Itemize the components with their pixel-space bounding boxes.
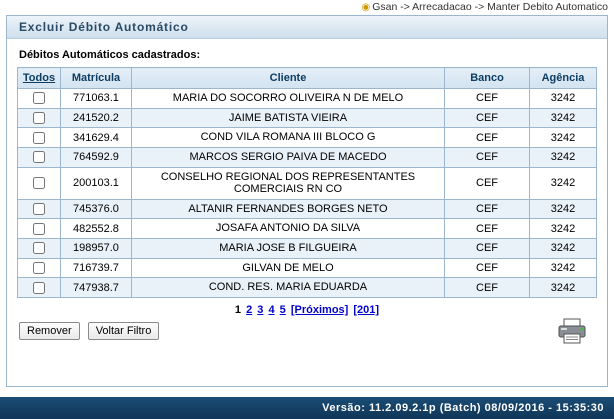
printer-icon[interactable] xyxy=(555,316,589,346)
cell-agencia: 3242 xyxy=(530,147,597,167)
pagination-page-3[interactable]: 3 xyxy=(257,304,264,317)
remove-button[interactable]: Remover xyxy=(19,322,80,340)
pagination-page-1: 1 xyxy=(234,304,242,317)
table-header-row xyxy=(18,68,597,89)
cell-matricula: 745376.0 xyxy=(61,199,132,219)
table-row xyxy=(18,108,597,128)
row-checkbox-cell xyxy=(18,239,61,259)
cell-banco: CEF xyxy=(445,128,530,148)
table-body xyxy=(18,89,597,298)
cell-agencia: 3242 xyxy=(530,167,597,199)
table-row xyxy=(18,219,597,239)
cell-matricula: 241520.2 xyxy=(61,108,132,128)
cliente-header: Cliente xyxy=(132,68,445,89)
table-row xyxy=(18,278,597,298)
cell-banco: CEF xyxy=(445,147,530,167)
pagination-page-4[interactable]: 4 xyxy=(268,304,275,317)
table-row xyxy=(18,89,597,109)
cell-matricula: 771063.1 xyxy=(61,89,132,109)
cell-banco: CEF xyxy=(445,219,530,239)
banco-header: Banco xyxy=(445,68,530,89)
cell-matricula: 716739.7 xyxy=(61,258,132,278)
cell-cliente: CONSELHO REGIONAL DOS REPRESENTANTES COMERCIAIS RN CO xyxy=(132,167,445,199)
cell-agencia: 3242 xyxy=(530,239,597,259)
cell-banco: CEF xyxy=(445,89,530,109)
cell-agencia: 3242 xyxy=(530,278,597,298)
back-filter-button[interactable]: Voltar Filtro xyxy=(88,322,160,340)
globe-icon: ◉ xyxy=(361,2,371,13)
breadcrumb xyxy=(0,0,614,15)
status-bar: Versão: 11.2.09.2.1p (Batch) 08/09/2016 - 15:35:30 xyxy=(0,397,614,419)
cell-banco: CEF xyxy=(445,167,530,199)
cell-agencia: 3242 xyxy=(530,199,597,219)
table-row xyxy=(18,199,597,219)
row-checkbox-cell xyxy=(18,199,61,219)
pagination xyxy=(17,304,597,316)
row-checkbox[interactable] xyxy=(33,282,45,294)
table-row xyxy=(18,167,597,199)
cell-banco: CEF xyxy=(445,239,530,259)
cell-matricula: 747938.7 xyxy=(61,278,132,298)
cell-matricula: 341629.4 xyxy=(61,128,132,148)
cell-cliente: MARIA JOSE B FILGUEIRA xyxy=(132,239,445,259)
main-panel xyxy=(6,15,608,387)
cell-cliente: COND VILA ROMANA III BLOCO G xyxy=(132,128,445,148)
row-checkbox-cell xyxy=(18,128,61,148)
table-row xyxy=(18,239,597,259)
row-checkbox[interactable] xyxy=(33,151,45,163)
breadcrumb-text: Gsan -> Arrecadacao -> Manter Debito Automatico xyxy=(372,1,608,13)
table-row xyxy=(18,147,597,167)
table-row xyxy=(18,258,597,278)
cell-cliente: JOSAFA ANTONIO DA SILVA xyxy=(132,219,445,239)
pagination-next[interactable]: [Próximos] xyxy=(290,304,349,317)
row-checkbox[interactable] xyxy=(33,262,45,274)
cell-agencia: 3242 xyxy=(530,219,597,239)
cell-cliente: MARIA DO SOCORRO OLIVEIRA N DE MELO xyxy=(132,89,445,109)
panel-body xyxy=(7,39,607,358)
pagination-page-2[interactable]: 2 xyxy=(246,304,253,317)
cell-cliente: GILVAN DE MELO xyxy=(132,258,445,278)
cell-agencia: 3242 xyxy=(530,258,597,278)
cell-banco: CEF xyxy=(445,258,530,278)
cell-cliente: COND. RES. MARIA EDUARDA xyxy=(132,278,445,298)
cell-banco: CEF xyxy=(445,278,530,298)
row-checkbox-cell xyxy=(18,108,61,128)
select-all-header[interactable]: Todos xyxy=(18,68,61,89)
row-checkbox-cell xyxy=(18,278,61,298)
cell-cliente: JAIME BATISTA VIEIRA xyxy=(132,108,445,128)
pagination-page-5[interactable]: 5 xyxy=(279,304,286,317)
debitos-table xyxy=(17,67,597,298)
row-checkbox[interactable] xyxy=(33,112,45,124)
cell-cliente: ALTANIR FERNANDES BORGES NETO xyxy=(132,199,445,219)
cell-matricula: 764592.9 xyxy=(61,147,132,167)
cell-matricula: 200103.1 xyxy=(61,167,132,199)
cell-cliente: MARCOS SERGIO PAIVA DE MACEDO xyxy=(132,147,445,167)
row-checkbox-cell xyxy=(18,167,61,199)
pagination-last[interactable]: [201] xyxy=(353,304,380,317)
cell-agencia: 3242 xyxy=(530,108,597,128)
row-checkbox[interactable] xyxy=(33,203,45,215)
row-checkbox-cell xyxy=(18,219,61,239)
agencia-header: Agência xyxy=(530,68,597,89)
row-checkbox-cell xyxy=(18,89,61,109)
cell-agencia: 3242 xyxy=(530,89,597,109)
matricula-header: Matrícula xyxy=(61,68,132,89)
row-checkbox[interactable] xyxy=(33,177,45,189)
cell-banco: CEF xyxy=(445,199,530,219)
section-label: Débitos Automáticos cadastrados: xyxy=(19,49,201,61)
cell-matricula: 482552.8 xyxy=(61,219,132,239)
row-checkbox-cell xyxy=(18,258,61,278)
row-checkbox[interactable] xyxy=(33,92,45,104)
row-checkbox[interactable] xyxy=(33,132,45,144)
row-checkbox-cell xyxy=(18,147,61,167)
row-checkbox[interactable] xyxy=(33,242,45,254)
row-checkbox[interactable] xyxy=(33,223,45,235)
table-row xyxy=(18,128,597,148)
cell-matricula: 198957.0 xyxy=(61,239,132,259)
page-title: Excluir Débito Automático xyxy=(7,16,607,39)
cell-agencia: 3242 xyxy=(530,128,597,148)
action-bar xyxy=(17,322,597,358)
cell-banco: CEF xyxy=(445,108,530,128)
